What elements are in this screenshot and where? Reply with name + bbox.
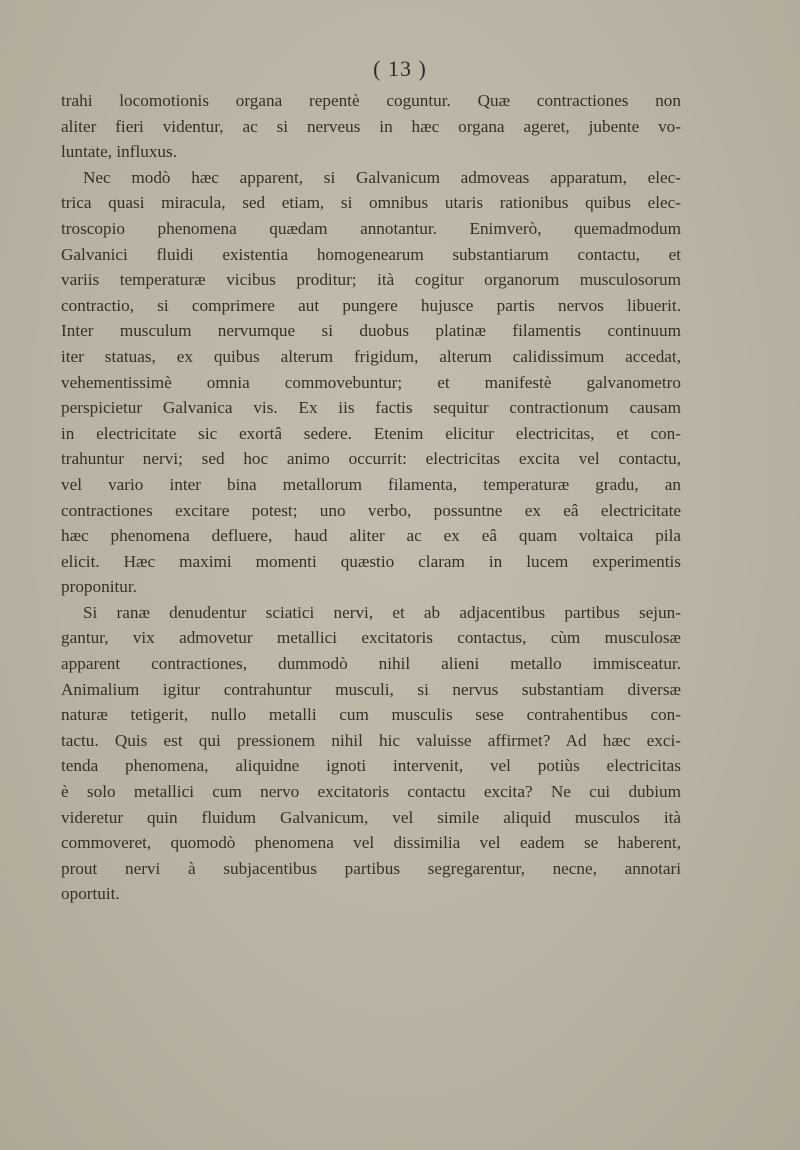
text-line: naturæ tetigerit, nullo metalli cum musculis sese contrahentibus con-: [61, 705, 681, 725]
paragraph: [61, 88, 681, 165]
text-line: proponitur.: [61, 577, 137, 597]
text-line: gantur, vix admovetur metallici excitatoris contactus, cùm musculosæ: [61, 628, 681, 648]
page-number: ( 13 ): [373, 56, 427, 81]
text-line: trahi locomotionis organa repentè coguntur. Quæ contractiones non: [61, 91, 681, 110]
text-line: troscopio phenomena quædam annotantur. Enimverò, quemadmodum: [61, 218, 681, 238]
text-line: luntate, influxus.: [61, 142, 177, 162]
text-line: hæc phenomena defluere, haud aliter ac ex eâ quam voltaica pila: [61, 526, 681, 546]
text-line: commoveret, quomodò phenomena vel dissimilia vel eadem se haberent,: [61, 833, 681, 853]
text-line: oportuit.: [61, 884, 120, 904]
paragraph: [61, 165, 681, 600]
text-line: perspicietur Galvanica vis. Ex iis factis sequitur contractionum causam: [61, 398, 681, 418]
text-line: iter statuas, ex quibus alterum frigidum, alterum calidissimum accedat,: [61, 346, 681, 366]
text-line: tactu. Quis est qui pressionem nihil hic valuisse affirmet? Ad hæc exci-: [61, 730, 681, 750]
text-line: Galvanici fluidi existentia homogenearum substantiarum contactu, et: [61, 244, 681, 264]
text-line: Animalium igitur contrahuntur musculi, si nervus substantiam diversæ: [61, 679, 681, 699]
text-line: Inter musculum nervumque si duobus platinæ filamentis continuum: [61, 321, 681, 341]
text-line: tenda phenomena, aliquidne ignoti intervenit, vel potiùs electricitas: [61, 756, 681, 776]
text-line: contractiones excitare potest; uno verbo, possuntne ex eâ electricitate: [61, 500, 681, 520]
text-line: videretur quin fluidum Galvanicum, vel simile aliquid musculos ità: [61, 807, 681, 827]
text-line: apparent contractiones, dummodò nihil alieni metallo immisceatur.: [61, 654, 681, 674]
text-line: Nec modò hæc apparent, si Galvanicum admoveas apparatum, elec-: [83, 167, 681, 187]
text-line: in electricitate sic exortâ sedere. Etenim elicitur electricitas, et con-: [61, 423, 681, 443]
text-line: vel vario inter bina metallorum filamenta, temperaturæ gradu, an: [61, 474, 681, 494]
text-line: è solo metallici cum nervo excitatoris contactu excita? Ne cui dubium: [61, 782, 681, 802]
body-text: [61, 88, 681, 907]
text-line: variis temperaturæ vicibus proditur; ità cogitur organorum musculosorum: [61, 270, 681, 290]
text-line: Si ranæ denudentur sciatici nervi, et ab adjacentibus partibus sejun-: [83, 602, 681, 622]
text-line: contractio, si comprimere aut pungere hujusce partis nervos libuerit.: [61, 295, 681, 315]
text-line: prout nervi à subjacentibus partibus segregarentur, necne, annotari: [61, 858, 681, 878]
text-line: elicit. Hæc maximi momenti quæstio claram in lucem experimentis: [61, 551, 681, 571]
text-line: trahuntur nervi; sed hoc animo occurrit: electricitas excita vel contactu,: [61, 449, 681, 469]
paragraph: [61, 600, 681, 907]
text-line: trica quasi miracula, sed etiam, si omnibus utaris rationibus quibus elec-: [61, 193, 681, 213]
text-line: aliter fieri videntur, ac si nerveus in hæc organa ageret, jubente vo-: [61, 116, 681, 136]
text-line: vehementissimè omnia commovebuntur; et manifestè galvanometro: [61, 372, 681, 392]
